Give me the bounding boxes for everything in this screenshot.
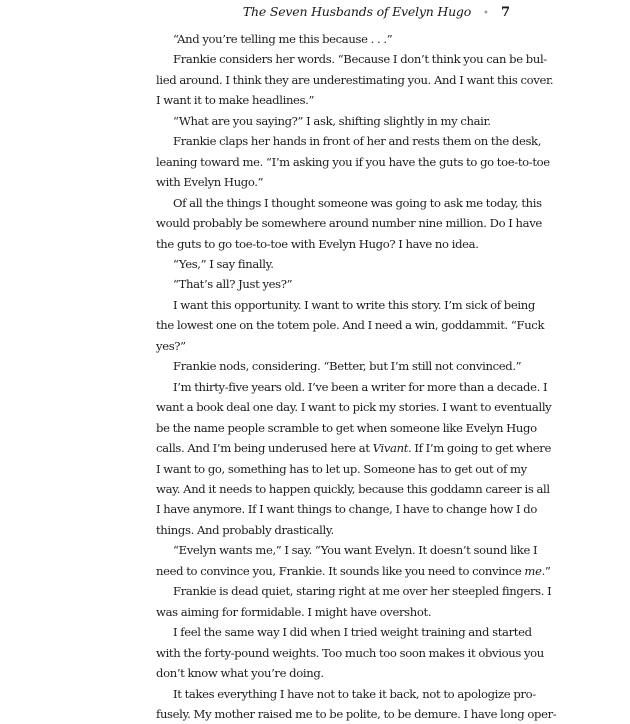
text-line: yes?”	[156, 338, 186, 353]
text-line: I have anymore. If I want things to change, I have to change how I do	[156, 502, 538, 517]
text-line: “Evelyn wants me,” I say. “You want Evelyn. It doesn’t sound like I	[173, 543, 538, 558]
text-line: the guts to go toe-to-toe with Evelyn Hugo? I have no idea.	[156, 236, 479, 251]
text-line: want a book deal one day. I want to pick my stories. I want to eventually	[156, 400, 552, 415]
text-line: Frankie is dead quiet, staring right at me over her steepled fingers. I	[173, 584, 552, 599]
text-line: need to convince you, Frankie. It sounds like you need to convince me.”	[156, 563, 551, 578]
text-line: was aiming for formidable. I might have overshot.	[156, 604, 432, 619]
text-line: fusely. My mother raised me to be polite, to be demure. I have long oper-	[156, 706, 557, 721]
text-line: Of all the things I thought someone was going to ask me today, this	[173, 195, 542, 210]
text-line: with Evelyn Hugo.”	[156, 175, 264, 190]
text-line: the lowest one on the totem pole. And I need a win, goddammit. “Fuck	[156, 318, 545, 333]
running-header	[243, 4, 510, 20]
text-line: Frankie claps her hands in front of her and rests them on the desk,	[173, 134, 542, 149]
text-line: would probably be somewhere around number nine million. Do I have	[156, 216, 542, 231]
text-line: I want this opportunity. I want to write this story. I’m sick of being	[173, 297, 535, 312]
text-line: “Yes,” I say finally.	[173, 256, 274, 271]
text-line: way. And it needs to happen quickly, because this goddamn career is all	[156, 481, 550, 496]
text-line: be the name people scramble to get when someone like Evelyn Hugo	[156, 420, 537, 435]
text-line: “And you’re telling me this because . . .”	[173, 32, 393, 46]
text-line: It takes everything I have not to take it back, not to apologize pro-	[173, 686, 536, 701]
body-text	[156, 29, 557, 724]
text-line: I feel the same way I did when I tried weight training and started	[173, 625, 532, 640]
text-line: leaning toward me. “I’m asking you if you have the guts to go toe-to-toe	[156, 154, 550, 169]
text-line: Frankie nods, considering. “Better, but I’m still not convinced.”	[173, 359, 522, 374]
text-line: calls. And I’m being underused here at Vivant. If I’m going to get where	[156, 441, 551, 456]
text-line: lied around. I think they are underestimating you. And I want this cover.	[156, 72, 554, 87]
page-number: 7	[500, 5, 510, 20]
book-title: The Seven Husbands of Evelyn Hugo	[242, 4, 472, 19]
text-line: “That’s all? Just yes?”	[173, 277, 293, 292]
text-line: I want it to make headlines.”	[156, 93, 315, 108]
text-line: things. And probably drastically.	[156, 522, 334, 537]
header-separator-icon: •	[483, 8, 489, 19]
text-line: “What are you saying?” I ask, shifting slightly in my chair.	[173, 113, 491, 128]
italic-text: me	[524, 563, 542, 578]
italic-text: Vivant	[372, 441, 409, 456]
text-line: I’m thirty-five years old. I’ve been a writer for more than a decade. I	[173, 379, 548, 394]
text-line: with the forty-pound weights. Too much too soon makes it obvious you	[156, 645, 544, 660]
text-line: Frankie considers her words. “Because I don’t think you can be bul-	[173, 52, 547, 67]
text-line: I want to go, something has to let up. Someone has to get out of my	[156, 461, 527, 476]
text-line: don’t know what you’re doing.	[156, 666, 324, 681]
